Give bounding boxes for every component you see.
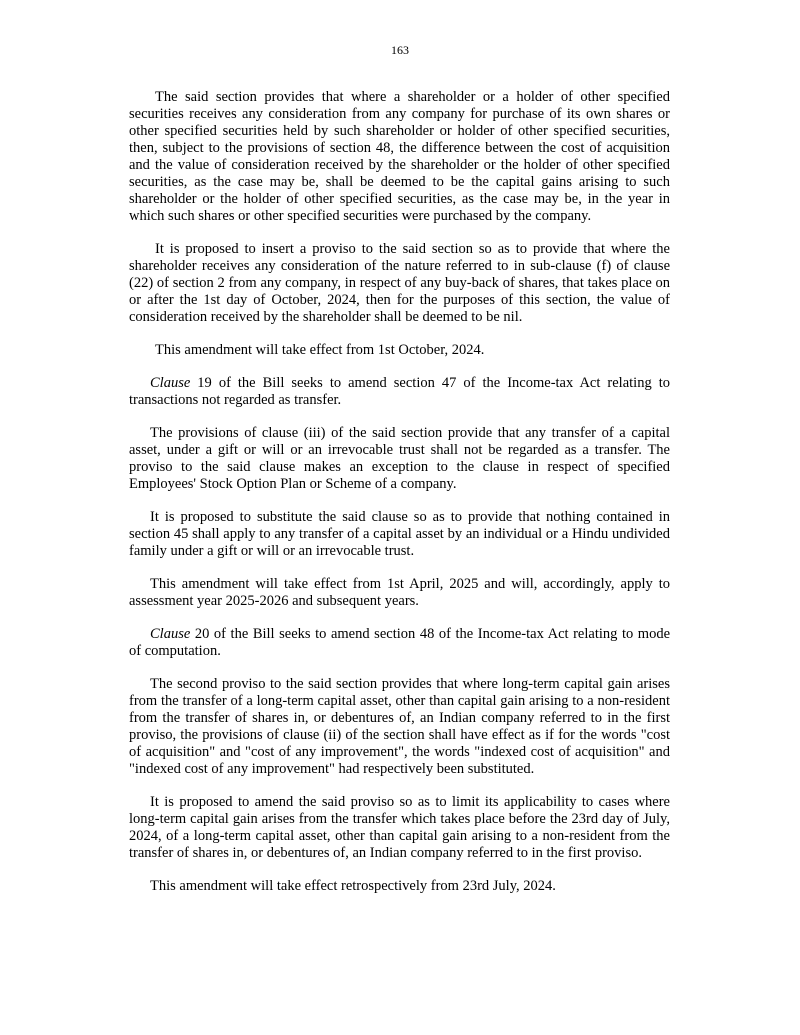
paragraph-capital-gains-buyback: The said section provides that where a shareholder or a holder of other specified securities receives any consideration from any company for purchase of its own shares or other specified securities held by such shareholder or holder of other specified securities, then, subject to the provisions of section 48, the difference between the cost of acquisition and the value of consideration received by the shareholder or the holder of other specified securities, as the case may be, shall be deemed to be the capital gains arising to such shareholder or the holder of other specified securities, as the case may be, in the year in which such shares or other specified securities were purchased by the company. bbox=[129, 89, 670, 224]
paragraph-effective-date-oct: This amendment will take effect from 1st October, 2024. bbox=[155, 342, 485, 358]
clause-20-text: 20 of the Bill seeks to amend section 48 of the Income-tax Act relating to mode of computation. bbox=[129, 626, 670, 659]
paragraph-proviso-insertion: It is proposed to insert a proviso to the said section so as to provide that where the shareholder receives any consideration of the nature referred to in sub-clause (f) of clause (22) of section 2 from any company, in respect of any buy-back of shares, that takes place on or after the 1st day of October, 2024, then for the purposes of this section, the value of consideration received by the shareholder shall be deemed to be nil. bbox=[129, 241, 670, 325]
clause-label: Clause bbox=[150, 375, 191, 391]
paragraph-second-proviso: The second proviso to the said section provides that where long-term capital gain arises from the transfer of a long-term capital asset, other than capital gain arising to a non-resident from the transfer of shares in, or debentures of, an Indian company referred to in the first proviso, the provisions of clause (ii) of the section shall have effect as if for the words "cost of acquisition" and "cost of any improvement", the words "indexed cost of acquisition" and "indexed cost of any improvement" had respectively been substituted. bbox=[129, 676, 670, 777]
paragraph-clause-19 bbox=[129, 375, 670, 409]
clause-19-text: 19 of the Bill seeks to amend section 47 of the Income-tax Act relating to transactions not regarded as transfer. bbox=[129, 375, 670, 408]
clause-label: Clause bbox=[150, 626, 191, 642]
paragraph-effective-date-july: This amendment will take effect retrospectively from 23rd July, 2024. bbox=[150, 878, 556, 894]
paragraph-substitute-clause: It is proposed to substitute the said clause so as to provide that nothing contained in section 45 shall apply to any transfer of a capital asset by an individual or a Hindu undivided family under a gift or will or an irrevocable trust. bbox=[129, 509, 670, 559]
paragraph-clause-20 bbox=[129, 626, 670, 660]
paragraph-clause-iii-provisions: The provisions of clause (iii) of the said section provide that any transfer of a capital asset, under a gift or will or an irrevocable trust shall not be regarded as a transfer. The proviso to the said clause makes an exception to the clause in respect of specified Employees' Stock Option Plan or Scheme of a company. bbox=[129, 425, 670, 492]
document-body bbox=[129, 89, 670, 895]
paragraph-amend-proviso: It is proposed to amend the said proviso so as to limit its applicability to cases where long-term capital gain arises from the transfer which takes place before the 23rd day of July, 2024, of a long-term capital asset, other than capital gain arising to a non-resident from the transfer of shares in, or debentures of, an Indian company referred to in the first proviso. bbox=[129, 794, 670, 861]
page-number: 163 bbox=[391, 43, 409, 57]
paragraph-effective-date-april: This amendment will take effect from 1st April, 2025 and will, accordingly, apply to assessment year 2025-2026 and subsequent years. bbox=[129, 576, 670, 609]
